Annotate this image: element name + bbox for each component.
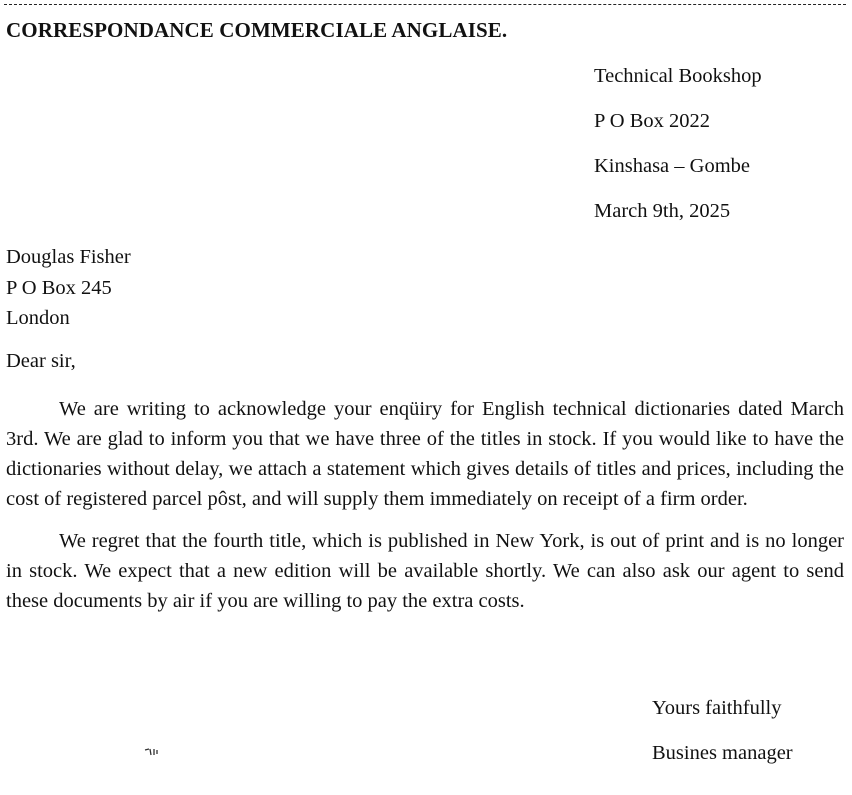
letter-date: March 9th, 2025 (594, 200, 731, 222)
signatory-title: Busines manager (652, 742, 793, 764)
scan-mark-icon (144, 746, 166, 758)
complimentary-close: Yours faithfully (652, 697, 782, 719)
body-paragraph: We regret that the fourth title, which is published in New York, is out of print and is no longer in stock. We expect that a new edition will be available shortly. We can also ask our agent to send these documents by air if you are willing to pay the extra costs. (6, 530, 844, 612)
document-heading: CORRESPONDANCE COMMERCIALE ANGLAISE. (6, 18, 508, 42)
letter-body (6, 394, 844, 628)
recipient-name: Douglas Fisher (6, 246, 131, 268)
recipient-city: London (6, 307, 70, 329)
sender-name: Technical Bookshop (594, 65, 762, 87)
dashed-divider (4, 4, 846, 5)
sender-city: Kinshasa – Gombe (594, 155, 751, 177)
recipient-address (6, 243, 131, 335)
recipient-po-box: P O Box 245 (6, 276, 112, 299)
sender-po-box: P O Box 2022 (594, 110, 710, 132)
salutation: Dear sir, (6, 350, 76, 372)
body-paragraph: We are writing to acknowledge your enqüiry for English technical dictionaries dated March 3rd. We are glad to inform you that we have three of the titles in stock. If you would like to have the dictionaries without delay, we attach a statement which gives details of titles and prices, including the cost of registered parcel pôst, and will supply them immediately on receipt of a firm order. (6, 398, 844, 510)
sender-address (594, 62, 762, 242)
closing-block (652, 694, 793, 784)
